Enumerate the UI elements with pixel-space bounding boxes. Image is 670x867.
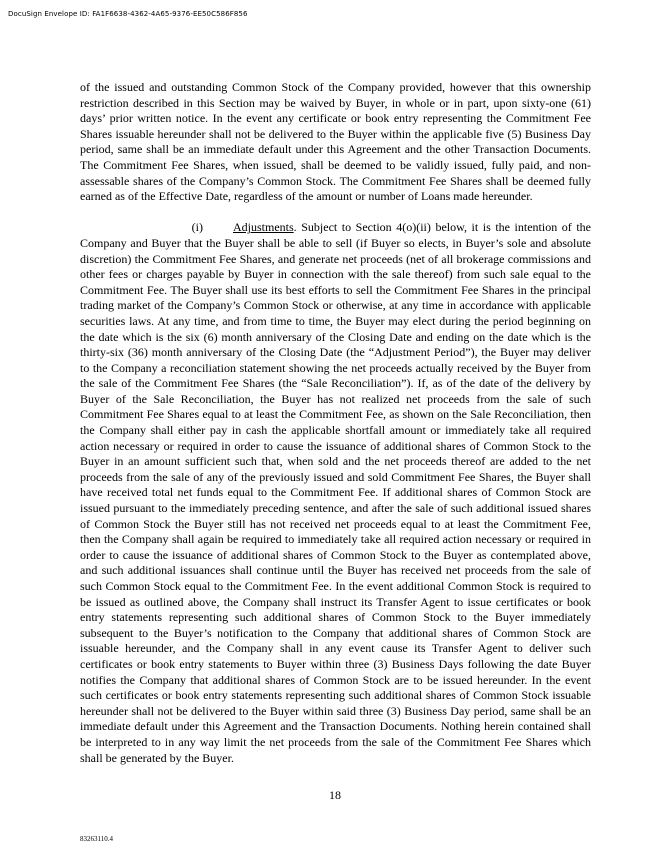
docusign-envelope-id: DocuSign Envelope ID: FA1F6638-4362-4A65-9376-EE50C586F856 [8,10,248,18]
section-heading: Adjustments [233,220,294,235]
paragraph-adjustments [80,220,591,766]
document-body [80,80,591,766]
section-number: (i) [191,220,203,235]
document-id: 83263110.4 [80,835,113,843]
paragraph-continuation: of the issued and outstanding Common Stock of the Company provided, however that this ownership restriction described in this Section may be waived by Buyer, in whole or in part, upon sixty-one (61) days’ prior written notice. In the event any certificate or book entry representing the Commitment Fee Shares issuable hereunder shall not be delivered to the Buyer within the applicable five (5) Business Day period, same shall be an immediate default under this Agreement and the other Transaction Documents. The Commitment Fee Shares, when issued, shall be deemed to be validly issued, fully paid, and non-assessable shares of the Company’s Common Stock. The Commitment Fee Shares shall be deemed fully earned as of the Effective Date, regardless of the amount or number of Loans made hereunder. [80,80,591,204]
section-number-wrap [80,220,233,236]
page-number: 18 [329,788,341,802]
section-text: . Subject to Section 4(o)(ii) below, it is the intention of the Company and Buyer that the Buyer shall be able to sell (if Buyer so elects, in Buyer’s sole and absolute discretion) the Commitment Fee Shares, and generate net proceeds (net of all brokerage commissions and other fees or charges payable by Buyer in connection with the sale thereof) from such sale equal to the Commitment Fee. The Buyer shall use its best efforts to sell the Commitment Fee Shares in the principal trading market of the Company’s Common Stock or otherwise, at any time in accordance with applicable securities laws. At any time, and from time to time, the Buyer may elect during the period beginning on the date which is the six (6) month anniversary of the Closing Date and ending on the date which is the thirty-six (36) month anniversary of the Closing Date (the “Adjustment Period”), the Buyer may deliver to the Company a reconciliation statement showing the net proceeds actually received by the Buyer from the sale of the Commitment Fee Shares (the “Sale Reconciliation”). If, as of the date of the delivery by Buyer of the Sale Reconciliation, the Buyer has not realized net proceeds from the sale of such Commitment Fee Shares equal to at least the Commitment Fee, as shown on the Sale Reconciliation, then the Company shall either pay in cash the applicable shortfall amount or immediately take all required action necessary or required in order to cause the issuance of additional shares of Common Stock to the Buyer in an amount sufficient such that, when sold and the net proceeds thereof are added to the net proceeds from the sale of any of the previously issued and sold Commitment Fee Shares, the Buyer shall have received total net funds equal to the Commitment Fee. If additional shares of Common Stock are issued pursuant to the immediately preceding sentence, and after the sale of such additional issued shares of Common Stock the Buyer still has not received net proceeds equal to at least the Commitment Fee, then the Company shall again be required to immediately take all required action necessary or required in order to cause the issuance of additional shares of Common Stock to the Buyer as contemplated above, and such additional issuances shall continue until the Buyer has received net proceeds from the sale of such Common Stock equal to the Commitment Fee. In the event additional Common Stock is required to be issued as outlined above, the Company shall instruct its Transfer Agent to issue certificates or book entry statements representing such additional shares of Common Stock to the Buyer immediately subsequent to the Buyer’s notification to the Company that additional shares of Common Stock are issuable hereunder, and the Company shall in any event cause its Transfer Agent to deliver such certificates or book entry statements to Buyer within three (3) Business Days following the date Buyer notifies the Company that additional shares of Common Stock are to be issued hereunder. In the event such certificates or book entry statements representing such additional shares of Common Stock issuable hereunder shall not be delivered to the Buyer within said three (3) Business Day period, same shall be an immediate default under this Agreement and the Transaction Documents. Nothing herein contained shall be interpreted to in any way limit the net proceeds from the sale of the Commitment Fee Shares which shall be generated by the Buyer. [80,220,591,765]
